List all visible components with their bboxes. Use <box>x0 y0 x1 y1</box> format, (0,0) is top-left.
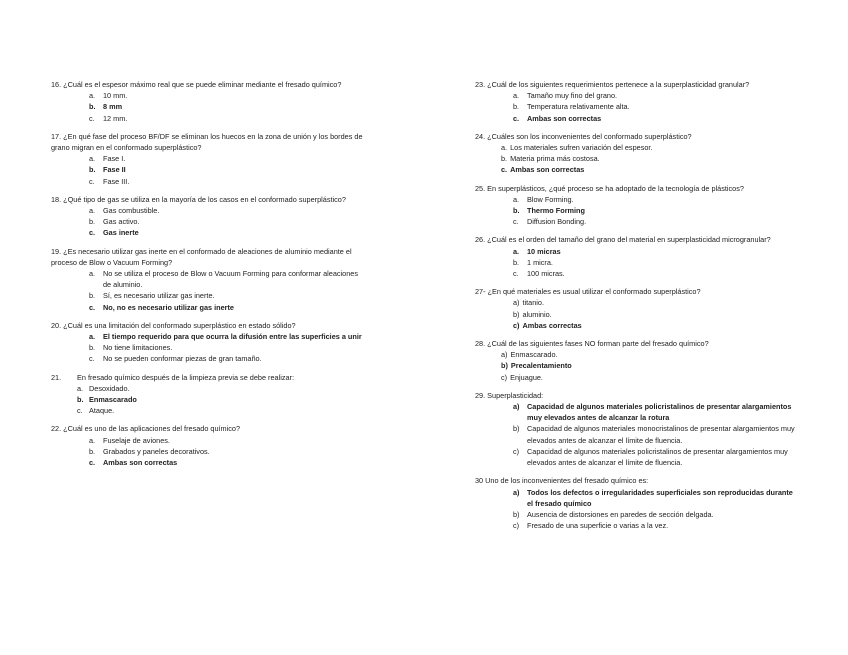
option-c: c. No se pueden conformar piezas de gran tamaño. <box>89 354 262 364</box>
option-c: c. Ataque. <box>77 406 115 416</box>
option-b: b. Gas activo. <box>89 217 140 227</box>
option-c-answer: c. Ambas son correctas <box>89 458 178 468</box>
question-28 <box>475 338 800 383</box>
question-22 <box>51 423 366 468</box>
question-stem: 17. ¿En qué fase del proceso BF/DF se eliminan los huecos en la zona de unión y los bordes de grano migran en el conformado superplástico? <box>51 131 363 153</box>
options-list <box>51 435 366 469</box>
option-b-answer: b. Fase II <box>89 165 126 175</box>
question-20 <box>51 320 366 365</box>
option-c: c. Diffusion Bonding. <box>513 217 587 227</box>
option-c: c) Capacidad de algunos materiales policristalinos de presentar alargamientos muy elevados antes de alcanzar el límite de fluencia. <box>513 446 788 468</box>
question-stem: 19. ¿Es necesario utilizar gas inerte en el conformado de aleaciones de aluminio mediante el proceso de Blow o Vacuum Forming? <box>51 246 352 267</box>
option-b: b. Grabados y paneles decorativos. <box>89 446 210 456</box>
option-b: b) Capacidad de algunos materiales monocristalinos de presentar alargamientos muy elevados antes de alcanzar el límite de fluencia. <box>513 424 795 445</box>
option-c-answer: c) Ambas correctas <box>513 320 582 330</box>
options-list <box>475 246 800 280</box>
question-30 <box>475 475 800 531</box>
options-list <box>475 487 800 532</box>
option-b: b. Materia prima más costosa. <box>501 154 600 164</box>
option-a-answer: a. El tiempo requerido para que ocurra la difusión entre las superficies a unir <box>89 332 362 342</box>
option-b: b) Ausencia de distorsiones en paredes de sección delgada. <box>513 509 714 519</box>
option-b: b. Temperatura relativamente alta. <box>513 102 630 112</box>
option-a: a. Tamaño muy fino del grano. <box>513 91 618 101</box>
option-a-answer: a. 10 micras <box>513 246 561 256</box>
options-list <box>51 153 366 187</box>
options-list <box>475 142 800 176</box>
left-column <box>51 79 366 475</box>
option-a: a) Enmascarado. <box>501 350 558 360</box>
right-column <box>475 79 800 538</box>
question-23 <box>475 79 800 124</box>
options-list <box>475 194 800 228</box>
question-stem: 20. ¿Cuál es una limitación del conformado superplástico en estado sólido? <box>51 320 296 330</box>
options-list <box>475 297 800 331</box>
options-list <box>51 205 366 239</box>
question-stem: 26. ¿Cuál es el orden del tamaño del grano del material en superplasticidad microgranular? <box>475 235 771 245</box>
question-29 <box>475 390 800 468</box>
question-stem: 22. ¿Cuál es uno de las aplicaciones del fresado químico? <box>51 424 241 434</box>
option-c: c. 12 mm. <box>89 113 128 123</box>
option-c: c. Fase III. <box>89 176 130 186</box>
options-list <box>51 268 366 313</box>
option-a: a. Blow Forming. <box>513 194 574 204</box>
option-c-answer: c. Ambas son correctas <box>513 113 602 123</box>
options-list <box>51 383 366 417</box>
option-a: a. Los materiales sufren variación del espesor. <box>501 143 653 153</box>
question-19 <box>51 246 366 313</box>
option-a: a. Fase I. <box>89 154 126 164</box>
option-a: a. Gas combustible. <box>89 206 160 216</box>
option-b: b) aluminio. <box>513 309 552 319</box>
option-b: b. No tiene limitaciones. <box>89 343 173 353</box>
question-27 <box>475 286 800 331</box>
question-stem: 25. En superplásticos, ¿qué proceso se ha adoptado de la tecnología de plásticos? <box>475 183 744 193</box>
option-b-answer: b) Precalentamiento <box>501 361 572 371</box>
option-a: a. 10 mm. <box>89 91 128 101</box>
question-16 <box>51 79 366 124</box>
question-stem: 29. Superplasticidad: <box>475 390 544 400</box>
option-c-answer: c. Ambas son correctas <box>501 165 585 175</box>
question-stem: 24. ¿Cuáles son los inconvenientes del conformado superplástico? <box>475 131 692 141</box>
option-a: a. Desoxidado. <box>77 383 130 393</box>
question-25 <box>475 183 800 228</box>
question-stem: 30 Uno de los inconvenientes del fresado químico es: <box>475 476 649 486</box>
option-b-answer: b. 8 mm <box>89 102 123 112</box>
option-c: c. 100 micras. <box>513 269 565 279</box>
options-list <box>475 401 800 468</box>
option-a: a) titanio. <box>513 298 544 308</box>
question-26 <box>475 234 800 279</box>
option-a-answer: a) Capacidad de algunos materiales policristalinos de presentar alargamientos muy elevados antes de alcanzar la rotura <box>513 402 792 423</box>
option-c-answer: c. Gas inerte <box>89 228 139 238</box>
question-stem: 18. ¿Qué tipo de gas se utiliza en la mayoría de los casos en el conformado superplástico? <box>51 194 346 204</box>
option-c: c) Enjuague. <box>501 372 543 382</box>
question-stem: 28. ¿Cuál de las siguientes fases NO forman parte del fresado químico? <box>475 339 709 349</box>
question-stem: 23. ¿Cuál de los siguientes requerimientos pertenece a la superplasticidad granular? <box>475 80 750 89</box>
option-a-answer: a) Todos los defectos o irregularidades superficiales son reproducidas durante el fresado químico <box>513 487 793 508</box>
options-list <box>475 90 800 124</box>
option-a: a. No se utiliza el proceso de Blow o Vacuum Forming para conformar aleaciones de aluminio. <box>89 269 358 290</box>
options-list <box>51 331 366 365</box>
options-list <box>475 349 800 383</box>
option-b: b. 1 micra. <box>513 257 553 267</box>
question-18 <box>51 194 366 239</box>
question-number: 21. <box>51 372 62 382</box>
option-b: b. Sí, es necesario utilizar gas inerte. <box>89 291 215 301</box>
option-c-answer: c. No, no es necesario utilizar gas inerte <box>89 302 234 312</box>
option-c: c) Fresado de una superficie o varias a la vez. <box>513 521 669 531</box>
question-21 <box>51 372 366 417</box>
question-17 <box>51 131 366 187</box>
question-24 <box>475 131 800 176</box>
option-b-answer: b. Thermo Forming <box>513 206 585 216</box>
option-a: a. Fuselaje de aviones. <box>89 435 170 445</box>
question-stem: 21. En fresado químico después de la limpieza previa se debe realizar: <box>51 372 295 382</box>
question-stem: 16. ¿Cuál es el espesor máximo real que se puede eliminar mediante el fresado químico? <box>51 80 342 89</box>
question-stem: 27- ¿En qué materiales es usual utilizar el conformado superplástico? <box>475 287 701 297</box>
options-list <box>51 90 366 124</box>
option-b-answer: b. Enmascarado <box>77 395 137 405</box>
